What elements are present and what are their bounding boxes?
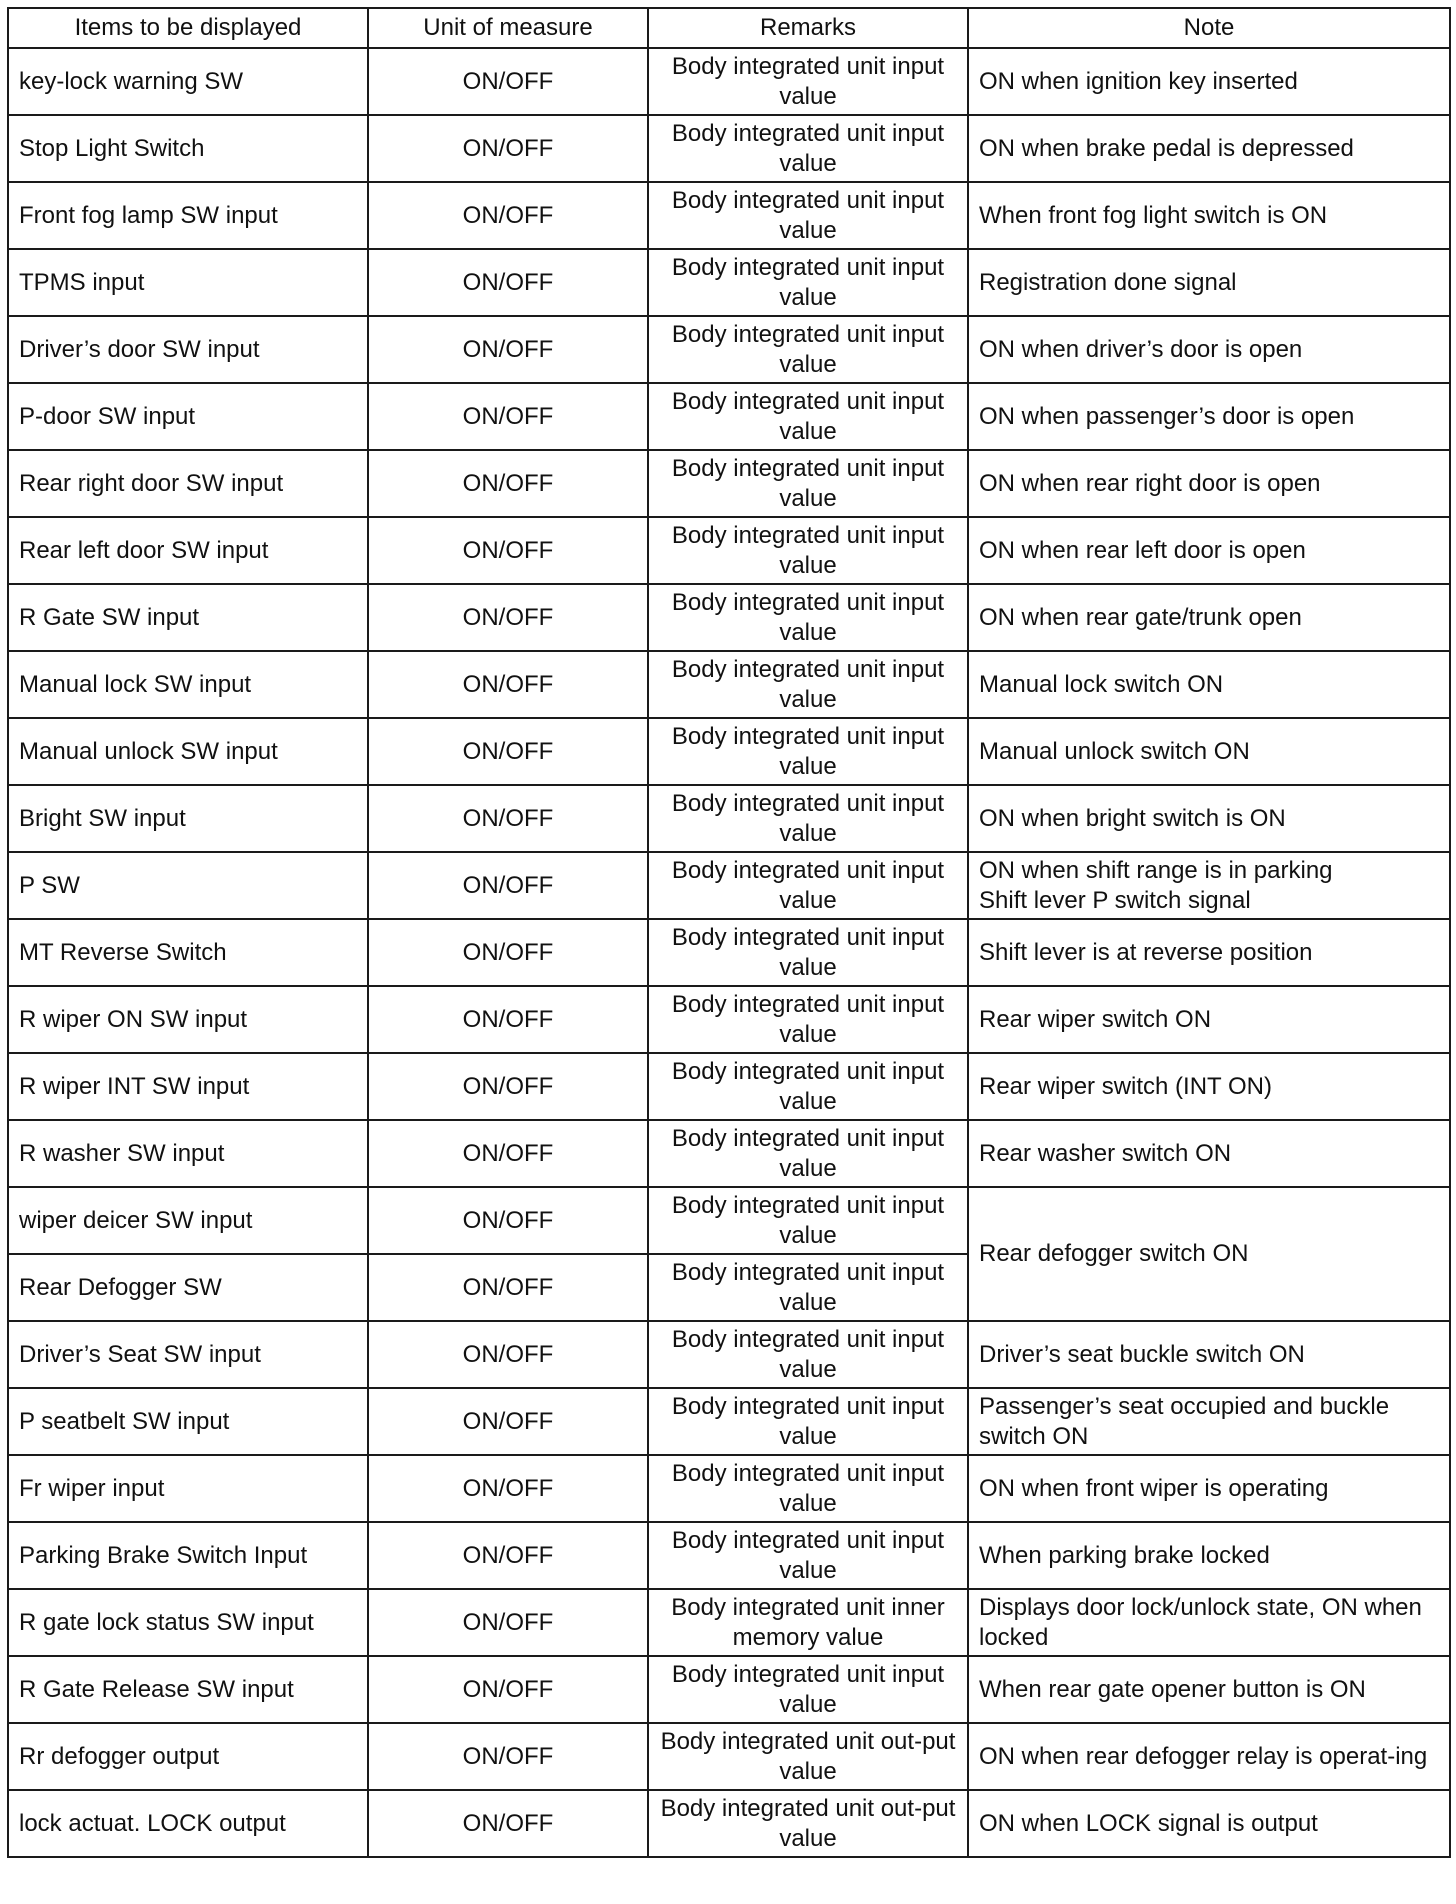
item-cell: TPMS input [8, 249, 368, 316]
unit-cell: ON/OFF [368, 785, 648, 852]
item-cell: P seatbelt SW input [8, 1388, 368, 1455]
note-cell: Rear washer switch ON [968, 1120, 1450, 1187]
note-cell: When front fog light switch is ON [968, 182, 1450, 249]
unit-cell: ON/OFF [368, 852, 648, 919]
item-cell: Bright SW input [8, 785, 368, 852]
unit-cell: ON/OFF [368, 1656, 648, 1723]
table-row [8, 1522, 1450, 1589]
table-header [8, 8, 1450, 48]
unit-cell: ON/OFF [368, 316, 648, 383]
remarks-cell: Body integrated unit input value [648, 316, 968, 383]
unit-cell: ON/OFF [368, 1522, 648, 1589]
remarks-cell: Body integrated unit input value [648, 986, 968, 1053]
item-cell: lock actuat. LOCK output [8, 1790, 368, 1857]
display-items-table [7, 7, 1451, 1858]
header-remarks: Remarks [648, 8, 968, 48]
remarks-cell: Body integrated unit input value [648, 383, 968, 450]
remarks-cell: Body integrated unit out-put value [648, 1790, 968, 1857]
item-cell: Rr defogger output [8, 1723, 368, 1790]
table-row [8, 450, 1450, 517]
unit-cell: ON/OFF [368, 986, 648, 1053]
table-row [8, 986, 1450, 1053]
item-cell: P-door SW input [8, 383, 368, 450]
note-cell [968, 852, 1450, 919]
remarks-cell: Body integrated unit input value [648, 651, 968, 718]
table-row [8, 1455, 1450, 1522]
unit-cell: ON/OFF [368, 48, 648, 115]
item-cell: R wiper INT SW input [8, 1053, 368, 1120]
table-row [8, 651, 1450, 718]
remarks-cell: Body integrated unit input value [648, 1522, 968, 1589]
unit-cell: ON/OFF [368, 1723, 648, 1790]
item-cell: wiper deicer SW input [8, 1187, 368, 1254]
remarks-cell: Body integrated unit inner memory value [648, 1589, 968, 1656]
table-row [8, 249, 1450, 316]
table-row [8, 1790, 1450, 1857]
table-row [8, 182, 1450, 249]
remarks-cell: Body integrated unit input value [648, 1187, 968, 1254]
note-cell: Manual unlock switch ON [968, 718, 1450, 785]
remarks-cell: Body integrated unit input value [648, 1053, 968, 1120]
item-cell: key-lock warning SW [8, 48, 368, 115]
unit-cell: ON/OFF [368, 718, 648, 785]
remarks-cell: Body integrated unit input value [648, 852, 968, 919]
table-row [8, 1187, 1450, 1254]
unit-cell: ON/OFF [368, 1790, 648, 1857]
remarks-cell: Body integrated unit input value [648, 1321, 968, 1388]
note-cell: Displays door lock/unlock state, ON when locked [968, 1589, 1450, 1656]
note-cell: Driver’s seat buckle switch ON [968, 1321, 1450, 1388]
note-cell: When rear gate opener button is ON [968, 1656, 1450, 1723]
unit-cell: ON/OFF [368, 383, 648, 450]
table-row [8, 1723, 1450, 1790]
item-cell: Rear left door SW input [8, 517, 368, 584]
table-row [8, 919, 1450, 986]
remarks-cell: Body integrated unit input value [648, 249, 968, 316]
item-cell: R wiper ON SW input [8, 986, 368, 1053]
note-cell: Passenger’s seat occupied and buckle switch ON [968, 1388, 1450, 1455]
note-cell: When parking brake locked [968, 1522, 1450, 1589]
header-row [8, 8, 1450, 48]
table-row [8, 517, 1450, 584]
item-cell: Manual unlock SW input [8, 718, 368, 785]
item-cell: R washer SW input [8, 1120, 368, 1187]
item-cell: Parking Brake Switch Input [8, 1522, 368, 1589]
note-cell: ON when rear gate/trunk open [968, 584, 1450, 651]
unit-cell: ON/OFF [368, 1254, 648, 1321]
unit-cell: ON/OFF [368, 249, 648, 316]
remarks-cell: Body integrated unit input value [648, 1254, 968, 1321]
unit-cell: ON/OFF [368, 1589, 648, 1656]
item-cell: Rear Defogger SW [8, 1254, 368, 1321]
unit-cell: ON/OFF [368, 1321, 648, 1388]
remarks-cell: Body integrated unit input value [648, 584, 968, 651]
remarks-cell: Body integrated unit input value [648, 718, 968, 785]
item-cell: Fr wiper input [8, 1455, 368, 1522]
item-cell: P SW [8, 852, 368, 919]
remarks-cell: Body integrated unit input value [648, 48, 968, 115]
unit-cell: ON/OFF [368, 919, 648, 986]
table-row [8, 785, 1450, 852]
table-row [8, 1388, 1450, 1455]
note-cell: Rear defogger switch ON [968, 1187, 1450, 1321]
remarks-cell: Body integrated unit out-put value [648, 1723, 968, 1790]
note-line: Shift lever P switch signal [979, 886, 1251, 914]
unit-cell: ON/OFF [368, 584, 648, 651]
item-cell: Manual lock SW input [8, 651, 368, 718]
table-row [8, 316, 1450, 383]
remarks-cell: Body integrated unit input value [648, 115, 968, 182]
unit-cell: ON/OFF [368, 1120, 648, 1187]
unit-cell: ON/OFF [368, 1388, 648, 1455]
note-cell: ON when rear defogger relay is operat-ing [968, 1723, 1450, 1790]
note-cell: ON when rear right door is open [968, 450, 1450, 517]
item-cell: R Gate SW input [8, 584, 368, 651]
note-cell: ON when bright switch is ON [968, 785, 1450, 852]
remarks-cell: Body integrated unit input value [648, 450, 968, 517]
table-row [8, 383, 1450, 450]
remarks-cell: Body integrated unit input value [648, 919, 968, 986]
unit-cell: ON/OFF [368, 450, 648, 517]
note-line: ON when shift range is in parking [979, 856, 1333, 884]
table-row [8, 584, 1450, 651]
note-cell: ON when driver’s door is open [968, 316, 1450, 383]
table-body [8, 48, 1450, 1857]
table-row [8, 852, 1450, 919]
item-cell: R gate lock status SW input [8, 1589, 368, 1656]
table-row [8, 1120, 1450, 1187]
header-items: Items to be displayed [8, 8, 368, 48]
unit-cell: ON/OFF [368, 517, 648, 584]
table-row [8, 115, 1450, 182]
unit-cell: ON/OFF [368, 182, 648, 249]
remarks-cell: Body integrated unit input value [648, 517, 968, 584]
unit-cell: ON/OFF [368, 115, 648, 182]
unit-cell: ON/OFF [368, 1053, 648, 1120]
table-row [8, 718, 1450, 785]
item-cell: Stop Light Switch [8, 115, 368, 182]
note-cell: Rear wiper switch ON [968, 986, 1450, 1053]
note-cell: ON when passenger’s door is open [968, 383, 1450, 450]
item-cell: Driver’s Seat SW input [8, 1321, 368, 1388]
header-unit: Unit of measure [368, 8, 648, 48]
remarks-cell: Body integrated unit input value [648, 1455, 968, 1522]
note-cell: Rear wiper switch (INT ON) [968, 1053, 1450, 1120]
table-row [8, 48, 1450, 115]
header-note: Note [968, 8, 1450, 48]
note-cell: Registration done signal [968, 249, 1450, 316]
item-cell: R Gate Release SW input [8, 1656, 368, 1723]
unit-cell: ON/OFF [368, 1187, 648, 1254]
note-cell: ON when brake pedal is depressed [968, 115, 1450, 182]
unit-cell: ON/OFF [368, 1455, 648, 1522]
note-cell: ON when front wiper is operating [968, 1455, 1450, 1522]
table-row [8, 1053, 1450, 1120]
unit-cell: ON/OFF [368, 651, 648, 718]
remarks-cell: Body integrated unit input value [648, 1656, 968, 1723]
table-row [8, 1321, 1450, 1388]
item-cell: Rear right door SW input [8, 450, 368, 517]
note-cell: Shift lever is at reverse position [968, 919, 1450, 986]
item-cell: Driver’s door SW input [8, 316, 368, 383]
remarks-cell: Body integrated unit input value [648, 785, 968, 852]
table-row [8, 1589, 1450, 1656]
note-cell: ON when rear left door is open [968, 517, 1450, 584]
note-cell: ON when LOCK signal is output [968, 1790, 1450, 1857]
remarks-cell: Body integrated unit input value [648, 182, 968, 249]
item-cell: MT Reverse Switch [8, 919, 368, 986]
remarks-cell: Body integrated unit input value [648, 1120, 968, 1187]
note-cell: ON when ignition key inserted [968, 48, 1450, 115]
item-cell: Front fog lamp SW input [8, 182, 368, 249]
table-row [8, 1656, 1450, 1723]
remarks-cell: Body integrated unit input value [648, 1388, 968, 1455]
note-cell: Manual lock switch ON [968, 651, 1450, 718]
